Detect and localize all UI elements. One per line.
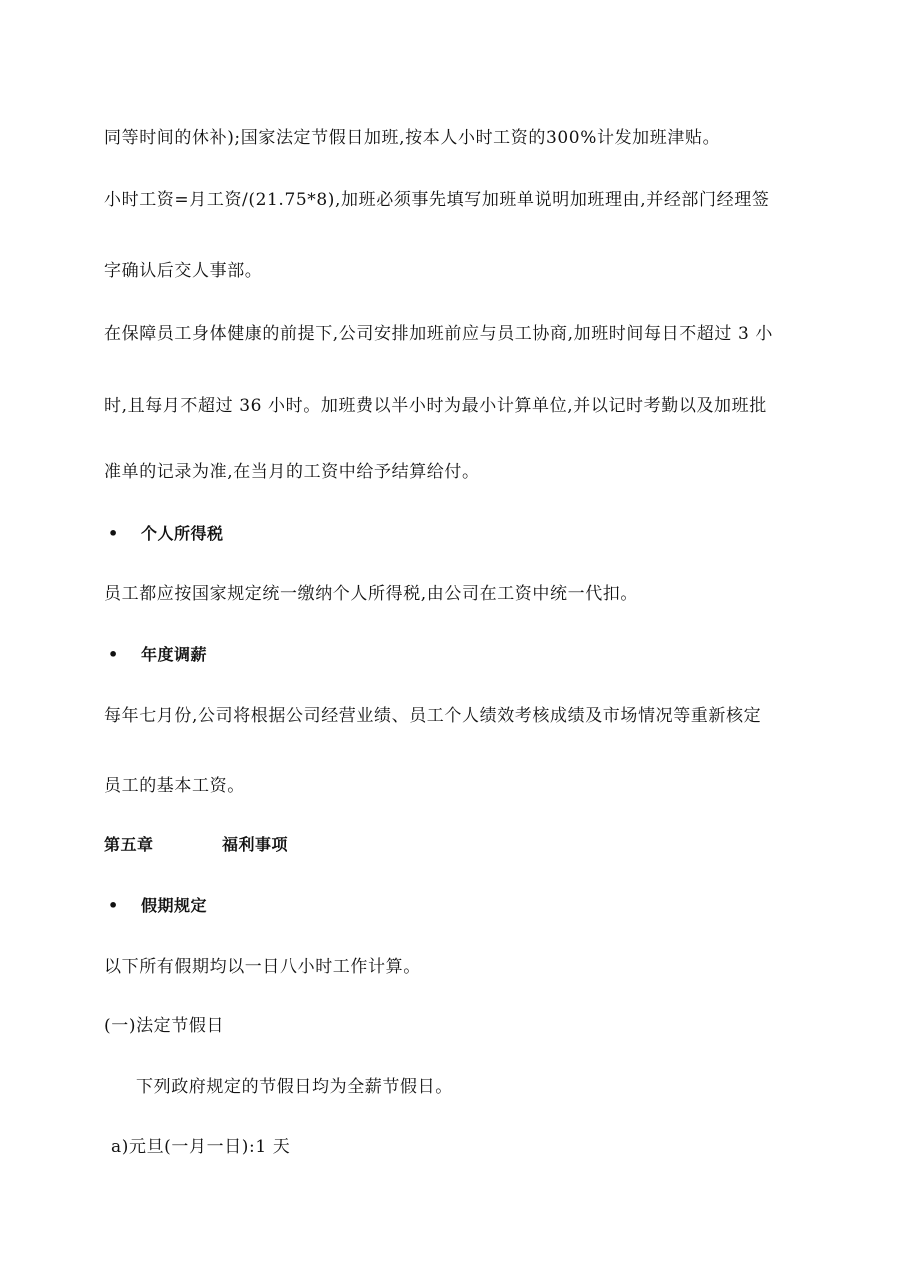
section-heading-tax: 个人所得税 — [141, 524, 224, 543]
subsection-title: (一)法定节假日 — [104, 1016, 225, 1036]
paragraph-line: 时,且每月不超过 36 小时。加班费以半小时为最小计算单位,并以记时考勤以及加班批 — [104, 396, 767, 416]
paragraph-line: 小时工资=月工资/(21.75*8),加班必须事先填写加班单说明加班理由,并经部门经理签 — [104, 190, 770, 210]
list-item: a)元旦(一月一日):1 天 — [111, 1137, 291, 1157]
paragraph-line: 每年七月份,公司将根据公司经营业绩、员工个人绩效考核成绩及市场情况等重新核定 — [104, 706, 762, 726]
bullet-marker: • — [108, 645, 119, 664]
chapter-label: 第五章 — [104, 835, 154, 854]
chapter-title: 福利事项 — [222, 835, 289, 854]
paragraph-line: 准单的记录为准,在当月的工资中给予结算给付。 — [104, 462, 480, 482]
bullet-marker: • — [108, 524, 119, 543]
paragraph-line: 员工的基本工资。 — [104, 776, 245, 796]
paragraph-line: 下列政府规定的节假日均为全薪节假日。 — [136, 1077, 453, 1097]
section-heading-salary-adjust: 年度调薪 — [141, 645, 208, 664]
paragraph-line: 员工都应按国家规定统一缴纳个人所得税,由公司在工资中统一代扣。 — [104, 584, 639, 604]
paragraph-line: 字确认后交人事部。 — [104, 261, 263, 281]
bullet-marker: • — [108, 896, 119, 915]
paragraph-line: 同等时间的休补);国家法定节假日加班,按本人小时工资的300%计发加班津贴。 — [104, 128, 721, 148]
section-heading-holidays: 假期规定 — [141, 896, 208, 915]
paragraph-line: 以下所有假期均以一日八小时工作计算。 — [104, 957, 421, 977]
paragraph-line: 在保障员工身体健康的前提下,公司安排加班前应与员工协商,加班时间每日不超过 3 小 — [104, 324, 774, 344]
